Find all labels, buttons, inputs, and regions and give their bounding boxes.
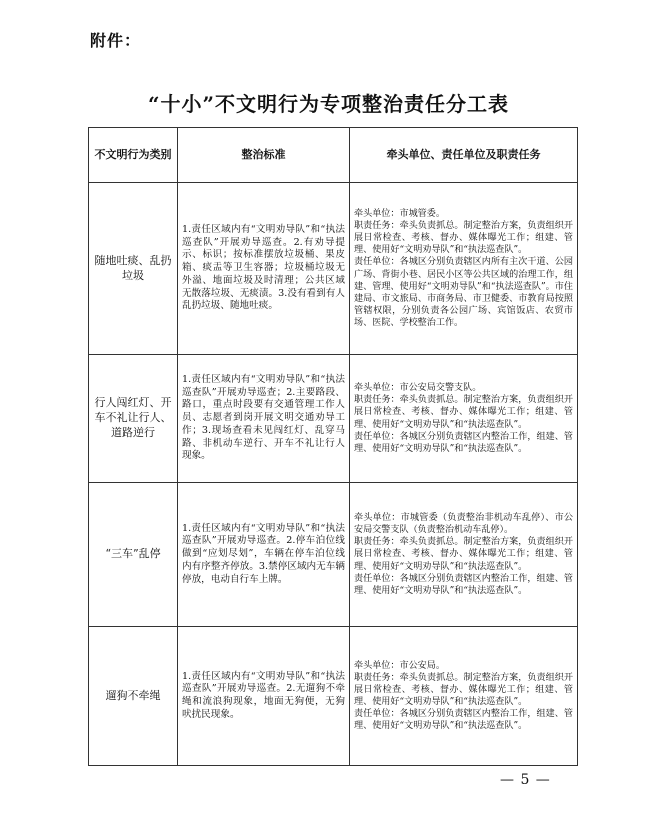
table-row bbox=[89, 183, 578, 355]
responsible-unit-text: 责任单位：各城区分别负责辖区内整治工作，组建、管理、使用好“文明劝导队”和“执法巡查队”。 bbox=[354, 573, 573, 596]
duty-text: 职责任务：牵头负责抓总。制定整治方案，负责组织开展日常检查、考核、督办、媒体曝光工作；组建、管理、使用好“文明劝导队”和“执法巡查队”。 bbox=[354, 221, 573, 256]
duty-text: 职责任务：牵头负责抓总。制定整治方案，负责组织开展日常检查、考核、督办、媒体曝光工作；组建、管理、使用好“文明劝导队”和“执法巡查队”。 bbox=[354, 672, 573, 707]
standard-cell: 1.责任区域内有“文明劝导队”和“执法巡查队”开展劝导巡查。2.有劝导提示、标识；按标准摆放垃圾桶、果皮箱、痰盂等卫生容器；垃圾桶垃圾无外溢、地面垃圾及时清理；公共区域无散落垃圾、无痰渍。3.没有看到有人乱扔垃圾、随地吐痰。 bbox=[178, 183, 350, 355]
category-cell: 随地吐痰、乱扔垃圾 bbox=[89, 183, 178, 355]
standard-cell: 1.责任区域内有“文明劝导队”和“执法巡查队”开展劝导巡查；2.主要路段、路口，重点时段要有交通管理工作人员、志愿者到岗开展文明交通劝导工作；3.现场查看未见闯红灯、乱穿马路、非机动车逆行、开车不礼让行人现象。 bbox=[178, 355, 350, 483]
standard-cell: 1.责任区域内有“文明劝导队”和“执法巡查队”开展劝导巡查。2.无遛狗不牵绳和流浪狗现象，地面无狗便，无狗吠扰民现象。 bbox=[178, 627, 350, 766]
lead-unit-text: 牵头单位：市公安局交警支队。 bbox=[354, 383, 482, 394]
table-row bbox=[89, 483, 578, 627]
duty-text: 职责任务：牵头负责抓总。制定整治方案，负责组织开展日常检查、考核、督办、媒体曝光工作；组建、管理、使用好“文明劝导队”和“执法巡查队”。 bbox=[354, 395, 573, 430]
column-header-category: 不文明行为类别 bbox=[89, 128, 178, 183]
responsibility-cell bbox=[350, 483, 578, 627]
responsibility-cell bbox=[350, 355, 578, 483]
table-header-row bbox=[89, 128, 578, 183]
category-cell: “三车”乱停 bbox=[89, 483, 178, 627]
responsibility-cell bbox=[350, 183, 578, 355]
category-cell: 遛狗不牵绳 bbox=[89, 627, 178, 766]
responsible-unit-text: 责任单位：各城区分别负责辖区内整治工作，组建、管理、使用好“文明劝导队”和“执法巡查队”。 bbox=[354, 431, 573, 454]
duty-text: 职责任务：牵头负责抓总。制定整治方案，负责组织开展日常检查、考核、督办、媒体曝光工作；组建、管理、使用好“文明劝导队”和“执法巡查队”。 bbox=[354, 537, 573, 572]
attachment-label: 附件： bbox=[90, 31, 142, 50]
lead-unit-text: 牵头单位：市城管委。 bbox=[354, 209, 445, 220]
responsible-unit-text: 责任单位：各城区分别负责辖区内所有主次干道、公园广场、背街小巷、居民小区等公共区域的治理工作，组建、管理、使用好“文明劝导队”和“执法巡查队”。市住建局、市文旅局、市商务局、市卫健委、市教育局按照管辖权限，分别负责各公园广场、宾馆饭店、农贸市场、医院、学校整治工作。 bbox=[354, 257, 573, 328]
page-number: — 5 — bbox=[500, 772, 551, 788]
responsibility-table bbox=[88, 127, 578, 766]
document-title: “十小”不文明行为专项整治责任分工表 bbox=[147, 92, 509, 116]
table-row bbox=[89, 355, 578, 483]
column-header-responsibility: 牵头单位、责任单位及职责任务 bbox=[350, 128, 578, 183]
column-header-standard: 整治标准 bbox=[178, 128, 350, 183]
responsibility-cell bbox=[350, 627, 578, 766]
lead-unit-text: 牵头单位：市公安局。 bbox=[354, 660, 445, 671]
category-cell: 行人闯红灯、开车不礼让行人、道路逆行 bbox=[89, 355, 178, 483]
responsible-unit-text: 责任单位：各城区分别负责辖区内整治工作，组建、管理、使用好“文明劝导队”和“执法巡查队”。 bbox=[354, 709, 573, 732]
standard-cell: 1.责任区域内有“文明劝导队”和“执法巡查队”开展劝导巡查。2.停车泊位线做到“应划尽划”，车辆在停车泊位线内有序整齐停放。3.禁停区域内无车辆停放，电动自行车上牌。 bbox=[178, 483, 350, 627]
table-row bbox=[89, 627, 578, 766]
lead-unit-text: 牵头单位：市城管委（负责整治非机动车乱停）、市公安局交警支队（负责整治机动车乱停）。 bbox=[354, 513, 573, 536]
